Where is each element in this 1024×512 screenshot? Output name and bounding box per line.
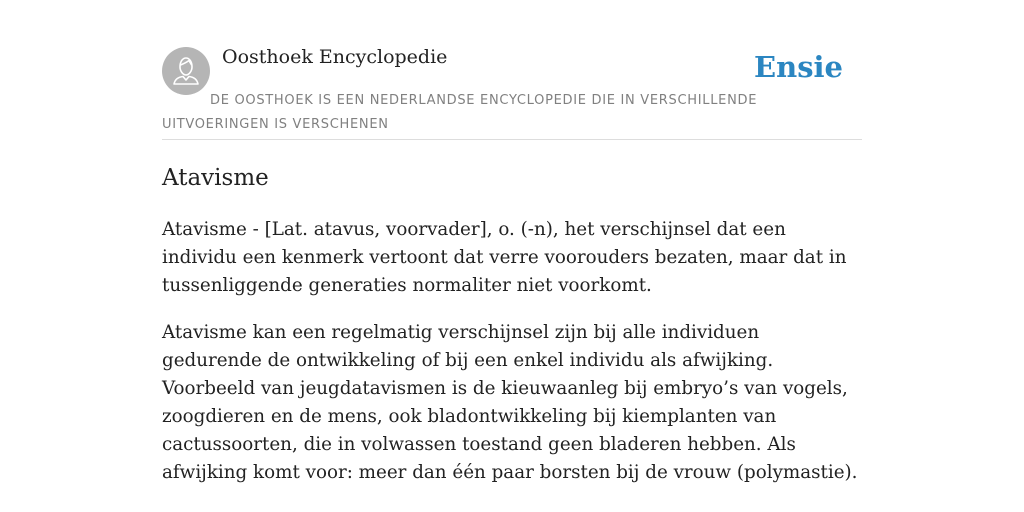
brand-logo[interactable]: Ensie (754, 50, 843, 84)
article-paragraph-2: Atavisme kan een regelmatig verschijnsel zijn bij alle individuen gedurende de ontwikkeling of bij een enkel individu als afwijking. Voorbeeld van jeugdatavismen is de kieuwaanleg bij embryo’s van vogels, zoogdieren en de mens, ook bladontwikkeling bij kiemplanten van cactussoorten, die in volwassen toestand geen bladeren hebben. Als afwijking komt voor: meer dan één paar borsten bij de vrouw (polymastie). (162, 322, 858, 483)
avatar[interactable] (162, 47, 210, 95)
site-tagline: DE OOSTHOEK IS EEN NEDERLANDSE ENCYCLOPEDIE DIE IN VERSCHILLENDE UITVOERINGEN IS VERSCHENEN (162, 93, 758, 132)
article-title: Atavisme (162, 165, 269, 191)
article-paragraph-1: Atavisme - [Lat. atavus, voorvader], o. (-n), het verschijnsel dat een individu een kenmerk vertoont dat verre voorouders bezaten, maar dat in tussenliggende generaties normaliter niet voorkomt. (162, 219, 847, 296)
user-icon (162, 47, 210, 95)
site-title[interactable]: Oosthoek Encyclopedie (222, 46, 448, 68)
header-divider (162, 139, 862, 140)
